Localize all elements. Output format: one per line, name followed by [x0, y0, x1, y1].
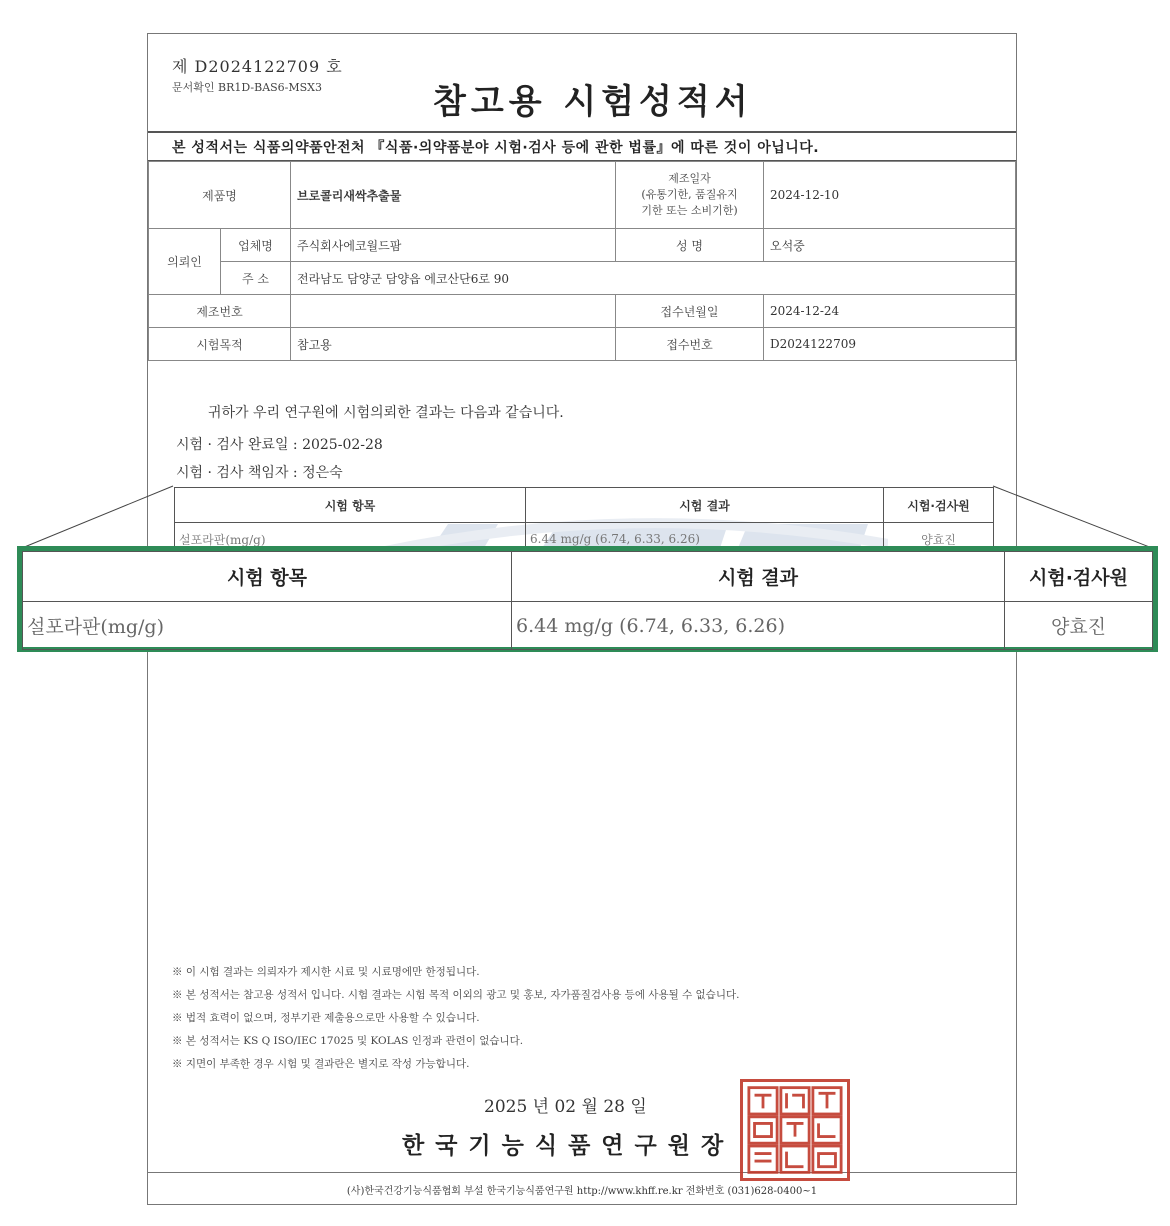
- completion-date: 시험 · 검사 완료일 : 2025-02-28: [176, 437, 383, 453]
- footnote: ※ 법적 효력이 없으며, 정부기관 제출용으로만 사용할 수 있습니다.: [172, 1012, 480, 1024]
- result-inspector: 양효진: [884, 523, 994, 556]
- zoom-result-item: 설포라판(mg/g): [23, 602, 512, 650]
- address-value: 전라남도 담양군 담양읍 에코산단6로 90: [291, 262, 1016, 295]
- lot-value: [291, 295, 616, 328]
- footnote: ※ 지면이 부족한 경우 시험 및 결과란은 별지로 작성 가능합니다.: [172, 1058, 470, 1070]
- received-date-value: 2024-12-24: [764, 295, 1016, 328]
- received-date-label: 접수년월일: [616, 295, 764, 328]
- receipt-number-value: D2024122709: [764, 328, 1016, 361]
- results-header-item: 시험 항목: [175, 488, 526, 523]
- issue-date: 2025 년 02 월 28 일: [484, 1097, 647, 1117]
- receipt-number-label: 접수번호: [616, 328, 764, 361]
- info-table: [148, 161, 1016, 361]
- purpose-value: 참고용: [291, 328, 616, 361]
- name-label: 성 명: [616, 229, 764, 262]
- greeting-text: 귀하가 우리 연구원에 시험의뢰한 결과는 다음과 같습니다.: [208, 405, 564, 421]
- results-header-result: 시험 결과: [526, 488, 884, 523]
- name-value: 오석중: [764, 229, 1016, 262]
- product-value: 브로콜리새싹추출물: [291, 162, 616, 229]
- mfg-date-value: 2024-12-10: [764, 162, 1016, 229]
- document-title: 참고용 시험성적서: [433, 82, 753, 122]
- company-label: 업체명: [221, 229, 291, 262]
- official-seal: [740, 1079, 850, 1181]
- footnote: ※ 이 시험 결과는 의뢰자가 제시한 시료 및 시료명에만 한정됩니다.: [172, 966, 480, 978]
- address-label: 주 소: [221, 262, 291, 295]
- zoomed-results-table: [22, 551, 1153, 650]
- zoom-header-inspector: 시험·검사원: [1005, 552, 1153, 602]
- zoom-header-item: 시험 항목: [23, 552, 512, 602]
- legal-notice: 본 성적서는 식품의약품안전처 『식품·의약품분야 시험·검사 등에 관한 법률』에 따른 것이 아닙니다.: [148, 131, 1016, 161]
- mfg-date-label: 제조일자 (유통기한, 품질유지 기한 또는 소비기한): [616, 162, 764, 229]
- result-item: 설포라판(mg/g): [175, 523, 526, 556]
- footer-contact: (사)한국건강기능식품협회 부설 한국기능식품연구원 http://www.khff.re.kr 전화번호 (031)628-0400~1: [148, 1172, 1016, 1205]
- company-value: 주식회사에코월드팜: [291, 229, 616, 262]
- footnote: ※ 본 성적서는 KS Q ISO/IEC 17025 및 KOLAS 인정과 관련이 없습니다.: [172, 1035, 524, 1047]
- document-confirm-code: 문서확인 BR1D-BAS6-MSX3: [172, 81, 323, 94]
- purpose-label: 시험목적: [149, 328, 291, 361]
- zoomed-results-callout: [17, 546, 1158, 652]
- organization-name: 한국기능식품연구원장: [402, 1133, 735, 1159]
- zoom-header-result: 시험 결과: [512, 552, 1005, 602]
- result-value: 6.44 mg/g (6.74, 6.33, 6.26): [526, 523, 884, 556]
- zoom-result-inspector: 양효진: [1005, 602, 1153, 650]
- footnote: ※ 본 성적서는 참고용 성적서 입니다. 시험 결과는 시험 목적 이외의 광고 및 홍보, 자가품질검사용 등에 사용될 수 없습니다.: [172, 989, 740, 1001]
- results-header-inspector: 시험·검사원: [884, 488, 994, 523]
- table-row: [23, 602, 1153, 650]
- responsible-person: 시험 · 검사 책임자 : 정은숙: [176, 465, 343, 481]
- client-label: 의뢰인: [149, 229, 221, 295]
- zoom-result-value: 6.44 mg/g (6.74, 6.33, 6.26): [512, 602, 1005, 650]
- lot-label: 제조번호: [149, 295, 291, 328]
- document-number: 제 D2024122709 호: [172, 57, 343, 76]
- product-label: 제품명: [149, 162, 291, 229]
